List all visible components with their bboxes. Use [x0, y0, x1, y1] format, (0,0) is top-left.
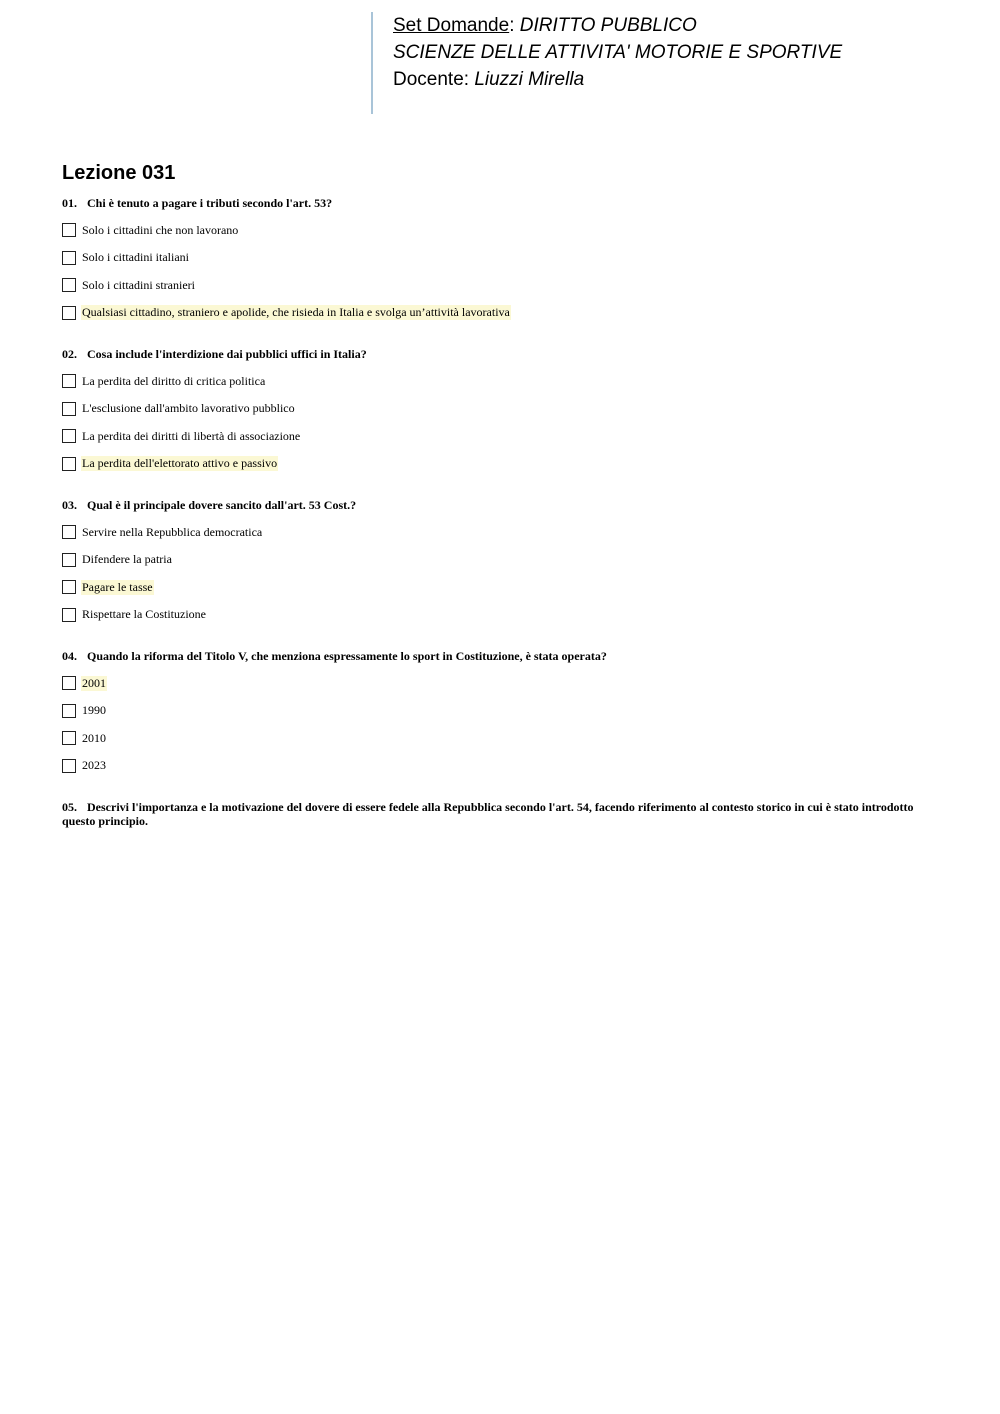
- answer-option[interactable]: [62, 305, 922, 321]
- answer-label: 2010: [82, 730, 106, 745]
- answer-option[interactable]: [62, 675, 922, 691]
- answer-option[interactable]: [62, 703, 922, 719]
- answer-option[interactable]: [62, 607, 922, 623]
- correct-answer-label: 2001: [82, 675, 106, 690]
- question-label: Quando la riforma del Titolo V, che menziona espressamente lo sport in Costituzione, è stata operata?: [87, 649, 607, 663]
- set-label: Set Domande: [393, 15, 510, 36]
- answer-checkbox[interactable]: [62, 525, 76, 539]
- answer-label: Rispettare la Costituzione: [82, 607, 206, 621]
- answer-checkbox[interactable]: [62, 553, 76, 567]
- question-02: [62, 347, 922, 483]
- answer-label: 2023: [82, 758, 106, 772]
- teacher-label: Docente:: [393, 69, 475, 90]
- question-text: [62, 196, 922, 210]
- lesson-title: Lezione 031: [62, 162, 176, 184]
- question-label: Qual è il principale dovere sancito dall'art. 53 Cost.?: [87, 498, 357, 512]
- answer-options: [62, 675, 922, 774]
- answer-checkbox[interactable]: [62, 759, 76, 773]
- question-label: Descrivi l'importanza e la motivazione del dovere di essere fedele alla Repubblica secondo l'art. 54, facendo riferimento al contesto storico in cui è stato introdotto questo principio.: [62, 800, 914, 828]
- answer-checkbox[interactable]: [62, 731, 76, 745]
- correct-answer-label: La perdita dell'elettorato attivo e passivo: [82, 456, 278, 470]
- answer-option[interactable]: [62, 250, 922, 266]
- correct-answer-label: Pagare le tasse: [82, 579, 153, 594]
- question-number: 02.: [62, 347, 77, 361]
- answer-option[interactable]: [62, 552, 922, 568]
- answer-option[interactable]: [62, 524, 922, 540]
- question-text: [62, 498, 922, 512]
- answer-option[interactable]: [62, 456, 922, 472]
- question-number: 03.: [62, 498, 77, 512]
- question-04: [62, 649, 922, 785]
- answer-checkbox[interactable]: [62, 278, 76, 292]
- answer-label: Servire nella Repubblica democratica: [82, 524, 263, 539]
- answer-label: Solo i cittadini italiani: [82, 250, 189, 264]
- answer-option[interactable]: [62, 730, 922, 746]
- set-line: [393, 12, 842, 39]
- answer-option[interactable]: [62, 758, 922, 774]
- teacher-line: [393, 66, 842, 93]
- question-number: 01.: [62, 196, 77, 210]
- answer-checkbox[interactable]: [62, 704, 76, 718]
- answer-option[interactable]: [62, 277, 922, 293]
- question-05: [62, 800, 922, 828]
- answer-checkbox[interactable]: [62, 306, 76, 320]
- answer-option[interactable]: [62, 428, 922, 444]
- answer-option[interactable]: [62, 579, 922, 595]
- answer-label: Solo i cittadini stranieri: [82, 277, 195, 292]
- answer-options: [62, 524, 922, 623]
- answer-checkbox[interactable]: [62, 429, 76, 443]
- question-03: [62, 498, 922, 634]
- answer-checkbox[interactable]: [62, 402, 76, 416]
- answer-checkbox[interactable]: [62, 223, 76, 237]
- teacher-name: Liuzzi Mirella: [474, 69, 585, 90]
- question-number: 05.: [62, 800, 77, 814]
- answer-checkbox[interactable]: [62, 580, 76, 594]
- answer-checkbox[interactable]: [62, 374, 76, 388]
- answer-options: [62, 222, 922, 321]
- answer-label: La perdita dei diritti di libertà di associazione: [82, 428, 301, 443]
- subject-name: DIRITTO PUBBLICO: [519, 15, 697, 36]
- answer-label: 1990: [82, 703, 106, 717]
- question-01: [62, 196, 922, 332]
- correct-answer-label: Qualsiasi cittadino, straniero e apolide, che risieda in Italia e svolga un’attività lavorativa: [82, 305, 510, 319]
- answer-option[interactable]: [62, 222, 922, 238]
- answer-checkbox[interactable]: [62, 676, 76, 690]
- question-text: [62, 800, 922, 828]
- answer-label: La perdita del diritto di critica politica: [82, 373, 266, 388]
- answer-options: [62, 373, 922, 472]
- question-label: Chi è tenuto a pagare i tributi secondo l'art. 53?: [87, 196, 333, 210]
- document-header: [371, 12, 842, 114]
- question-text: [62, 649, 922, 663]
- question-label: Cosa include l'interdizione dai pubblici uffici in Italia?: [87, 347, 367, 361]
- answer-label: Solo i cittadini che non lavorano: [82, 222, 239, 237]
- answer-checkbox[interactable]: [62, 608, 76, 622]
- question-number: 04.: [62, 649, 77, 663]
- answer-checkbox[interactable]: [62, 251, 76, 265]
- answer-option[interactable]: [62, 373, 922, 389]
- answer-option[interactable]: [62, 401, 922, 417]
- question-text: [62, 347, 922, 361]
- answer-checkbox[interactable]: [62, 457, 76, 471]
- answer-label: L'esclusione dall'ambito lavorativo pubblico: [82, 401, 295, 415]
- answer-label: Difendere la patria: [82, 552, 172, 566]
- set-separator: :: [509, 15, 520, 36]
- course-name: SCIENZE DELLE ATTIVITA' MOTORIE E SPORTIVE: [393, 42, 843, 63]
